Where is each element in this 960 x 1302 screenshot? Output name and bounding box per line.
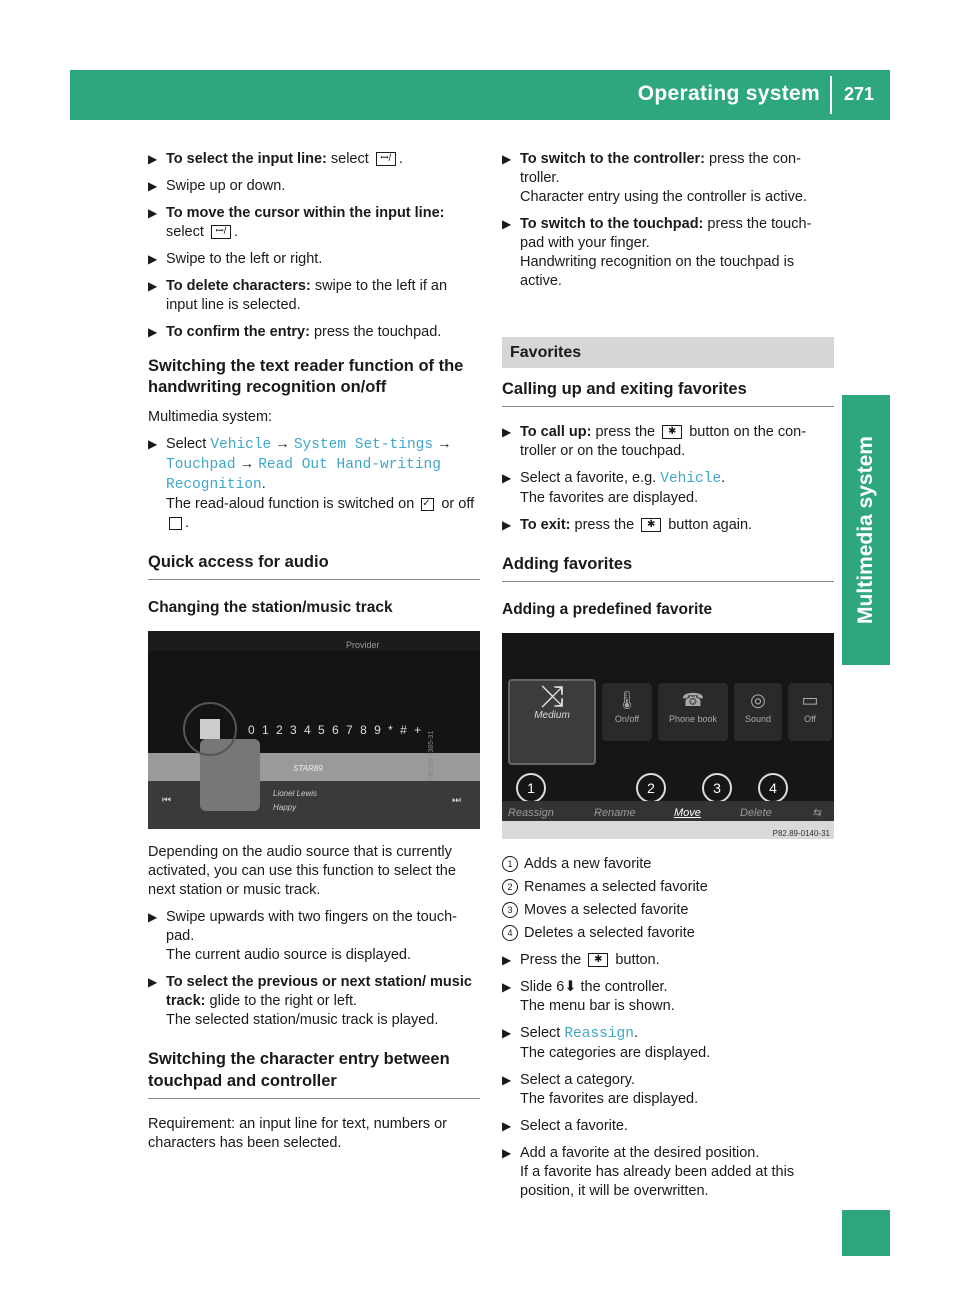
step-arrow-icon: ▶ bbox=[502, 471, 512, 485]
step-select-a-favorite: ▶ Select a favorite. bbox=[502, 1118, 628, 1134]
star-key-icon: ✱ bbox=[662, 425, 682, 439]
heading-quick-access: Quick access for audio bbox=[148, 551, 480, 580]
menu-rename: Rename bbox=[594, 807, 636, 819]
step-arrow-icon: ▶ bbox=[502, 518, 512, 532]
legend-item-3: 3 Moves a selected favorite bbox=[502, 901, 834, 920]
step-arrow-icon: ▶ bbox=[502, 425, 512, 439]
callout-number-icon: 4 bbox=[502, 925, 518, 941]
step-add-favorite: ▶ Add a favorite at the desired position. If a favorite has already been added at this position, it will be overwritten. bbox=[502, 1145, 795, 1199]
step-arrow-icon: ▶ bbox=[148, 910, 158, 924]
step-swipe-two-fingers: ▶ Swipe upwards with two fingers on the touch-pad. The current audio source is displayed. bbox=[148, 909, 457, 963]
heading-text-reader: Switching the text reader function of the handwriting recognition on/off bbox=[148, 357, 464, 396]
star-key-icon: ✱ bbox=[641, 518, 661, 532]
audio-description: Depending on the audio source that is currently activated, you can use this function to select the next station or music track. bbox=[148, 844, 456, 898]
step-arrow-icon: ▶ bbox=[502, 217, 512, 231]
callout-number-icon: 2 bbox=[502, 879, 518, 895]
audio-station: STAR89 bbox=[293, 764, 323, 773]
callout-4: 4 bbox=[758, 773, 788, 803]
requirement-text: Requirement: an input line for text, numbers or characters has been selected. bbox=[148, 1116, 448, 1151]
heading-predefined-favorite: Adding a predefined favorite bbox=[502, 601, 713, 618]
step-arrow-icon: ▶ bbox=[148, 179, 158, 193]
step-arrow-icon: ▶ bbox=[148, 325, 158, 339]
step-select-reassign: ▶ Select Reassign. The categories are displayed. bbox=[502, 1025, 711, 1061]
callout-1: 1 bbox=[516, 773, 546, 803]
legend-item-1: 1 Adds a new favorite bbox=[502, 855, 834, 874]
callout-number-icon: 3 bbox=[502, 902, 518, 918]
menu-reassign: Reassign bbox=[508, 807, 554, 819]
step-delete-characters: ▶ To delete characters: swipe to the left if an input line is selected. bbox=[148, 278, 448, 313]
shuffle-icon: ⤨ bbox=[540, 680, 564, 713]
step-arrow-icon: ▶ bbox=[502, 1026, 512, 1040]
step-arrow-icon: ▶ bbox=[148, 206, 158, 220]
step-arrow-icon: ▶ bbox=[148, 252, 158, 266]
star-key-icon: ✱ bbox=[588, 953, 608, 967]
heading-changing-station: Changing the station/music track bbox=[148, 599, 393, 616]
previous-track-icon: ⏮ bbox=[162, 795, 171, 806]
step-arrow-icon: ▶ bbox=[148, 279, 158, 293]
step-call-up: ▶ To call up: press the ✱ button on the con-troller or on the touchpad. bbox=[502, 424, 807, 459]
menu-path-system-settings: System Set‐tings bbox=[293, 437, 434, 453]
fav-menu-bar bbox=[502, 801, 834, 821]
fav-tile-off: ▭ Off bbox=[788, 683, 832, 741]
fav-image-footer bbox=[502, 821, 834, 839]
fav-tile-phonebook: ☎ Phone book bbox=[658, 683, 728, 741]
step-arrow-icon: ▶ bbox=[502, 1119, 512, 1133]
legend-item-4: 4 Deletes a selected favorite bbox=[502, 924, 834, 943]
step-exit: ▶ To exit: press the ✱ button again. bbox=[502, 517, 753, 533]
input-line-key-icon: ꟷ/ bbox=[376, 152, 396, 166]
audio-digits: 0 1 2 3 4 5 6 7 8 9 * # + bbox=[248, 723, 424, 737]
fav-image-code: P82.89-0140-31 bbox=[772, 829, 830, 838]
step-select-input-line: ▶ To select the input line: select ꟷ/ . bbox=[148, 151, 403, 167]
next-track-icon: ⏭ bbox=[452, 795, 461, 806]
side-tab-label: Multimedia system bbox=[854, 436, 877, 624]
back-icon: ⇆ bbox=[812, 807, 822, 819]
step-switch-controller: ▶ To switch to the controller: press the con-troller. Character entry using the controller is active. bbox=[502, 151, 807, 205]
fav-tile-sound: ◎ Sound bbox=[734, 683, 782, 741]
legend-item-2: 2 Renames a selected favorite bbox=[502, 878, 834, 897]
step-swipe-up-down: ▶ Swipe up or down. bbox=[148, 178, 286, 194]
page-number: 271 bbox=[844, 84, 875, 104]
step-arrow-icon: ▶ bbox=[502, 980, 512, 994]
step-slide-controller: ▶ Slide 6⬇ the controller. The menu bar is shown. bbox=[502, 979, 675, 1014]
step-arrow-icon: ▶ bbox=[502, 1146, 512, 1160]
step-confirm-entry: ▶ To confirm the entry: press the touchpad. bbox=[148, 324, 442, 340]
menu-path-touchpad: Touchpad bbox=[166, 457, 236, 473]
step-select-previous-next: ▶ To select the previous or next station/ music track: glide to the right or left. The selected station/music track is played. bbox=[148, 974, 472, 1028]
callout-2: 2 bbox=[636, 773, 666, 803]
input-line-key-icon: ꟷ/ bbox=[211, 225, 231, 239]
audio-image-code: P82.89-2385-31 bbox=[428, 730, 435, 781]
callout-number-icon: 1 bbox=[502, 856, 518, 872]
step-swipe-left-right: ▶ Swipe to the left or right. bbox=[148, 251, 323, 267]
step-select-favorite: ▶ Select a favorite, e.g. Vehicle. The favorites are displayed. bbox=[502, 470, 726, 506]
step-arrow-icon: ▶ bbox=[502, 152, 512, 166]
fav-tile-medium: ⤨ Medium bbox=[508, 679, 596, 765]
heading-adding-favorites: Adding favorites bbox=[502, 553, 834, 582]
audio-provider-label: Provider bbox=[346, 640, 380, 650]
step-press-star: ▶ Press the ✱ button. bbox=[502, 952, 660, 968]
step-arrow-icon: ▶ bbox=[148, 975, 158, 989]
audio-title: Happy bbox=[273, 803, 297, 812]
phone-book-icon: ☎ bbox=[681, 690, 705, 710]
step-select-path: ▶ Select Vehicle → System Set‐tings → Touchpad → Read Out Hand‐writing Recognition. The read-aloud function is switched on ✓ or off . bbox=[148, 436, 475, 531]
menu-delete: Delete bbox=[740, 807, 772, 819]
header-separator bbox=[830, 76, 832, 114]
thermometer-icon: 🌡 bbox=[615, 690, 639, 710]
heading-switching-entry: Switching the character entry between touchpad and controller bbox=[148, 1048, 480, 1099]
step-arrow-icon: ▶ bbox=[502, 953, 512, 967]
screen-icon: ▭ bbox=[801, 690, 819, 710]
sound-icon: ◎ bbox=[750, 690, 766, 710]
slide-down-icon: 6⬇ bbox=[556, 979, 577, 995]
checkbox-checked-icon: ✓ bbox=[421, 498, 434, 511]
heading-calling-favorites: Calling up and exiting favorites bbox=[502, 378, 834, 407]
side-marker bbox=[842, 1210, 890, 1256]
step-arrow-icon: ▶ bbox=[148, 152, 158, 166]
left-column bbox=[148, 150, 480, 1161]
checkbox-empty-icon bbox=[169, 517, 182, 530]
step-arrow-icon: ▶ bbox=[502, 1073, 512, 1087]
page-title: Operating system bbox=[637, 82, 820, 105]
multimedia-label: Multimedia system: bbox=[148, 409, 273, 425]
menu-path-vehicle: Vehicle bbox=[210, 437, 272, 453]
menu-move: Move bbox=[674, 807, 701, 819]
step-select-category: ▶ Select a category. The favorites are displayed. bbox=[502, 1072, 699, 1107]
step-arrow-icon: ▶ bbox=[148, 437, 158, 451]
callout-3: 3 bbox=[702, 773, 732, 803]
step-move-cursor: ▶ To move the cursor within the input line: select ꟷ/ . bbox=[148, 205, 445, 240]
menu-path-read-out: Read Out Hand‐writing Recognition bbox=[166, 457, 441, 493]
right-column bbox=[502, 150, 834, 1209]
step-switch-touchpad: ▶ To switch to the touchpad: press the touch-pad with your finger. Handwriting recognition on the touchpad is active. bbox=[502, 216, 812, 289]
favorites-screenshot bbox=[502, 633, 834, 839]
heading-favorites: Favorites bbox=[502, 337, 834, 368]
audio-artist: Lionel Lewis bbox=[273, 789, 318, 798]
audio-screenshot bbox=[148, 631, 480, 829]
fav-tile-onoff: 🌡 On/off bbox=[602, 683, 652, 741]
